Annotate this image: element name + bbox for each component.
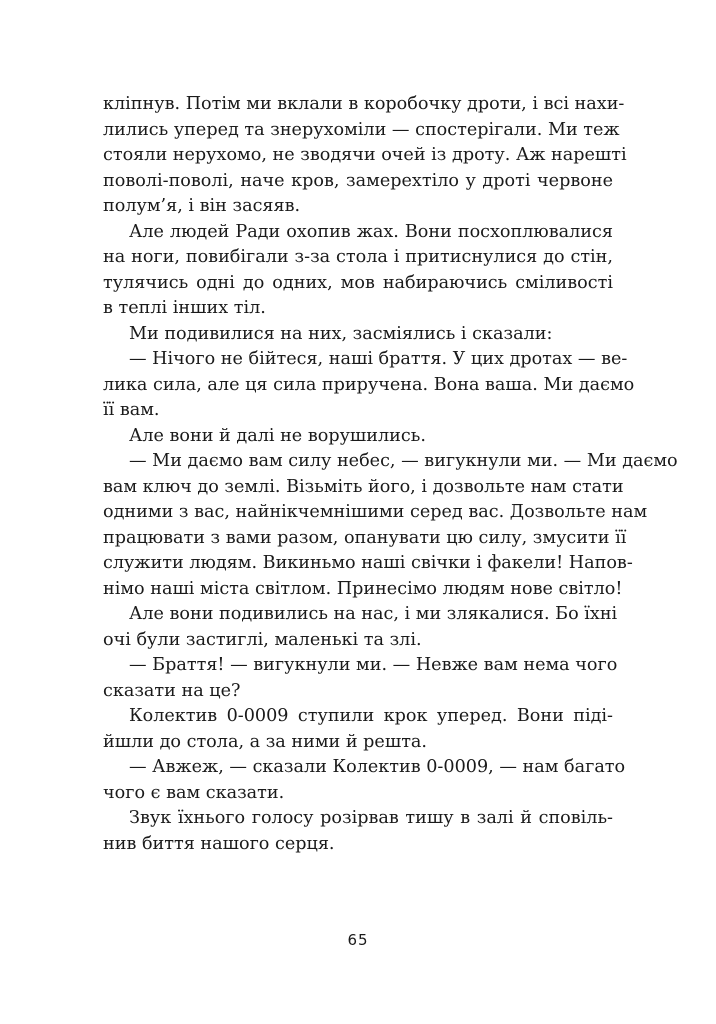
text-line: полум’я, і він засяяв. bbox=[103, 196, 301, 216]
text-line: Колектив 0-0009 ступили крок уперед. Вони піді- bbox=[129, 706, 613, 726]
page-number: 65 bbox=[347, 931, 369, 949]
text-line: лились уперед та знерухоміли — спостерігали. Ми теж bbox=[103, 119, 620, 140]
text-line: на ноги, повибігали з-за стола і притиснулися до стін, bbox=[103, 247, 613, 267]
text-line: Звук їхнього голосу розірвав тишу в залі й сповіль- bbox=[129, 808, 613, 828]
text-line: — Браття! — вигукнули ми. — Невже вам нема чого bbox=[129, 655, 618, 675]
text-line: Але вони подивились на нас, і ми злякалися. Бо їхні bbox=[129, 604, 618, 624]
text-line: йшли до стола, а за ними й решта. bbox=[103, 731, 428, 752]
text-line: поволі-поволі, наче кров, замерехтіло у дроті червоне bbox=[103, 170, 613, 191]
text-line: служити людям. Викиньмо наші свічки і факели! Напов- bbox=[103, 553, 633, 573]
text-line: кліпнув. Потім ми вклали в коробочку дроти, і всі нахи- bbox=[103, 94, 625, 114]
text-line: сказати на це? bbox=[103, 680, 241, 701]
text-line: її вам. bbox=[103, 400, 160, 420]
body-text bbox=[103, 92, 678, 857]
text-line: Ми подивилися на них, засміялись і сказали: bbox=[129, 323, 553, 344]
text-line: Але вони й далі не ворушились. bbox=[129, 425, 426, 446]
text-line: — Авжеж, — сказали Колектив 0-0009, — нам багато bbox=[129, 757, 626, 777]
text-line: тулячись одні до одних, мов набираючись сміливості bbox=[103, 272, 613, 293]
text-line: чого є вам сказати. bbox=[103, 782, 285, 803]
text-line: лика сила, але ця сила приручена. Вона ваша. Ми даємо bbox=[103, 374, 635, 395]
text-line: нив биття нашого серця. bbox=[103, 833, 335, 854]
text-line: — Нічого не бійтеся, наші браття. У цих дротах — ве- bbox=[129, 349, 628, 369]
text-line: в теплі інших тіл. bbox=[103, 298, 266, 318]
text-line: одними з вас, найнікчемнішими серед вас. Дозвольте нам bbox=[103, 502, 648, 522]
text-line: очі були застиглі, маленькі та злі. bbox=[103, 629, 422, 650]
text-line: стояли нерухомо, не зводячи очей із дроту. Аж нарешті bbox=[103, 145, 627, 165]
text-line: вам ключ до землі. Візьміть його, і дозвольте нам стати bbox=[103, 476, 624, 497]
text-line: — Ми даємо вам силу небес, — вигукнули ми. — Ми даємо bbox=[129, 451, 678, 471]
text-line: німо наші міста світлом. Принесімо людям нове світло! bbox=[103, 578, 623, 599]
text-line: Але людей Ради охопив жах. Вони посхоплювалися bbox=[129, 221, 613, 242]
text-line: працювати з вами разом, опанувати цю силу, змусити її bbox=[103, 527, 627, 548]
